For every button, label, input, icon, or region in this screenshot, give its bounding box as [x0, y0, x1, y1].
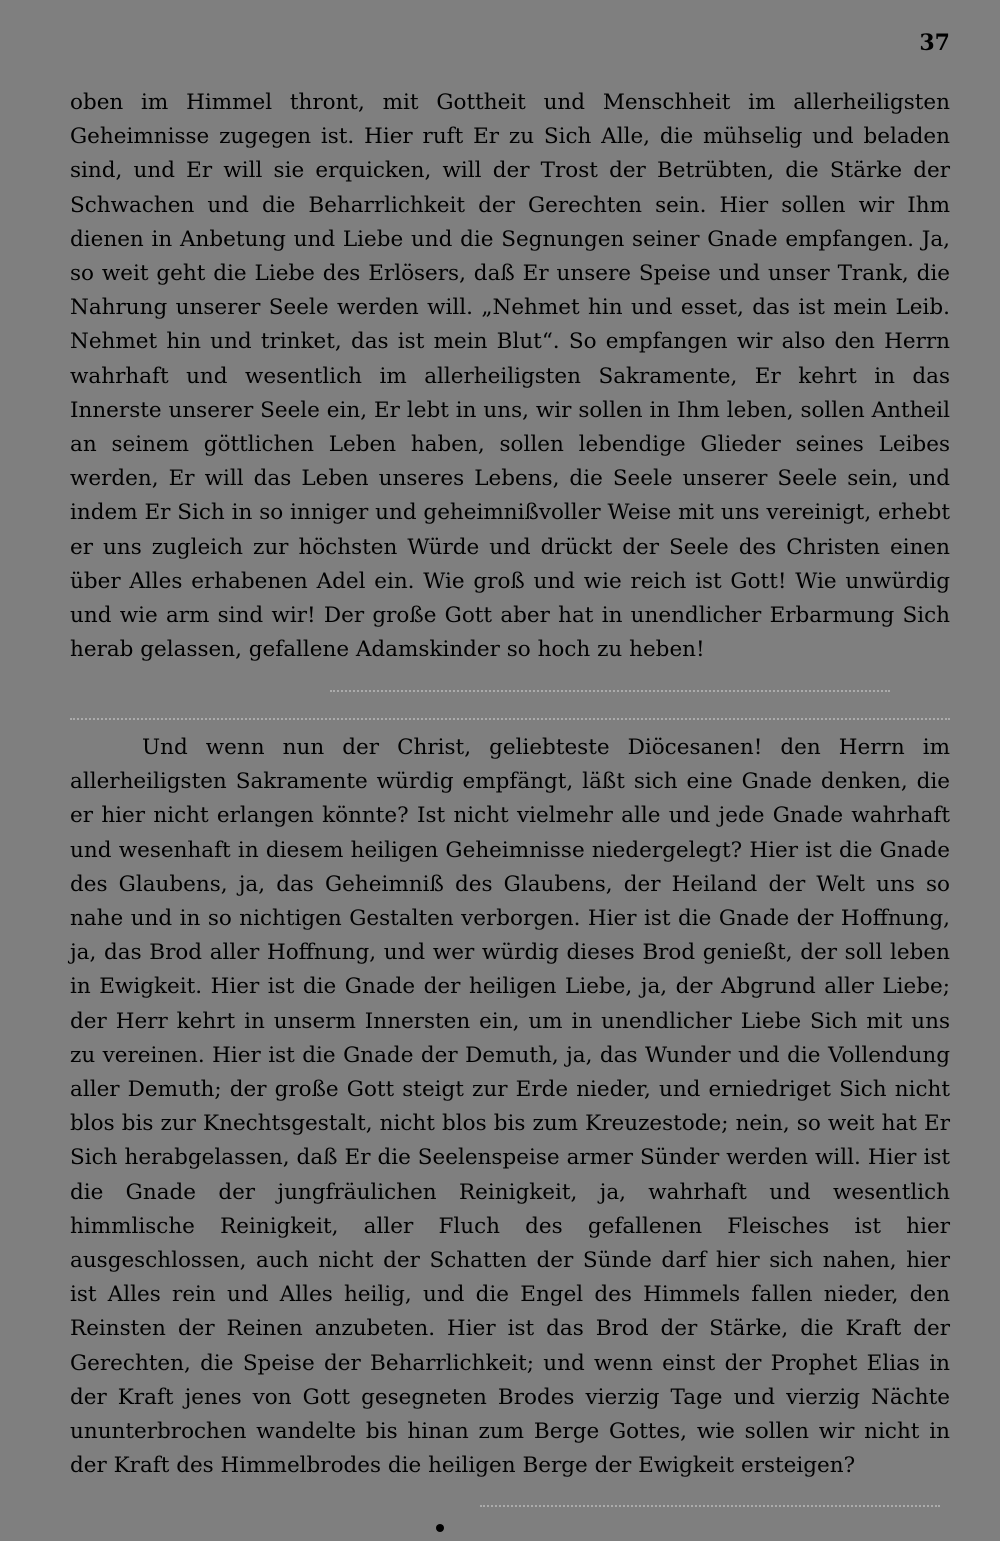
- bleed-through-mark: [70, 718, 950, 728]
- paragraph-2: Und wenn nun der Christ, geliebteste Diöcesanen! den Herrn im allerheiligsten Sakramente würdig empfängt, läßt sich eine Gnade denken, die er hier nicht erlangen könnte? Ist nicht vielmehr alle und jede Gnade wahrhaft und wesenhaft in diesem heiligen Geheimnisse niedergelegt? Hier ist die Gnade des Glaubens, ja, das Geheimniß des Glaubens, der Heiland der Welt uns so nahe und in so nichtigen Gestalten verborgen. Hier ist die Gnade der Hoffnung, ja, das Brod aller Hoffnung, und wer würdig dieses Brod genießt, der soll leben in Ewigkeit. Hier ist die Gnade der heiligen Liebe, ja, der Abgrund aller Liebe; der Herr kehrt in unserm Innersten ein, um in unendlicher Liebe Sich mit uns zu vereinen. Hier ist die Gnade der Demuth, ja, das Wunder und die Vollendung aller Demuth; der große Gott steigt zur Erde nieder, und erniedriget Sich nicht blos bis zur Knechtsgestalt, nicht blos bis zum Kreuzestode; nein, so weit hat Er Sich herabgelassen, daß Er die Seelenspeise armer Sünder werden will. Hier ist die Gnade der jungfräulichen Reinigkeit, ja, wahrhaft und wesentlich himmlische Reinigkeit, aller Fluch des gefallenen Fleisches ist hier ausgeschlossen, auch nicht der Schatten der Sünde darf hier sich nahen, hier ist Alles rein und Alles heilig, und die Engel des Himmels fallen nieder, den Reinsten der Reinen anzubeten. Hier ist das Brod der Stärke, die Kraft der Gerechten, die Speise der Beharrlichkeit; und wenn einst der Prophet Elias in der Kraft jenes von Gott gesegneten Brodes vierzig Tage und vierzig Nächte ununterbrochen wandelte bis hinan zum Berge Gottes, wie sollen wir nicht in der Kraft des Himmelbrodes die heiligen Berge der Ewigkeit ersteigen?: [70, 735, 950, 1479]
- paragraph-1: oben im Himmel thront, mit Gottheit und Menschheit im allerheiligsten Geheimnisse zugegen ist. Hier ruft Er zu Sich Alle, die mühselig und beladen sind, und Er will sie erquicken, will der Trost der Betrübten, die Stärke der Schwachen und die Beharrlichkeit der Gerechten sein. Hier sollen wir Ihm dienen in Anbetung und Liebe und die Segnungen seiner Gnade empfangen. Ja, so weit geht die Liebe des Erlösers, daß Er unsere Speise und unser Trank, die Nahrung unserer Seele werden will. „Nehmet hin und esset, das ist mein Leib. Nehmet hin und trinket, das ist mein Blut“. So empfangen wir also den Herrn wahrhaft und wesentlich im allerheiligsten Sakramente, Er kehrt in das Innerste unserer Seele ein, Er lebt in uns, wir sollen in Ihm leben, sollen Antheil an seinem göttlichen Leben haben, sollen lebendige Glieder seines Leibes werden, Er will das Leben unseres Lebens, die Seele unserer Seele sein, und indem Er Sich in so inniger und geheimnißvoller Weise mit uns vereinigt, erhebt er uns zugleich zur höchsten Würde und drückt der Seele des Christen einen über Alles erhabenen Adel ein. Wie groß und wie reich ist Gott! Wie unwürdig und wie arm sind wir! Der große Gott aber hat in unendlicher Erbarmung Sich herab gelassen, gefallene Adamskinder so hoch zu heben!: [70, 90, 950, 663]
- footer-dot: [436, 1524, 444, 1532]
- page-number: 37: [919, 30, 950, 56]
- bleed-through-mark: [480, 1505, 940, 1515]
- bleed-through-mark: [330, 690, 890, 700]
